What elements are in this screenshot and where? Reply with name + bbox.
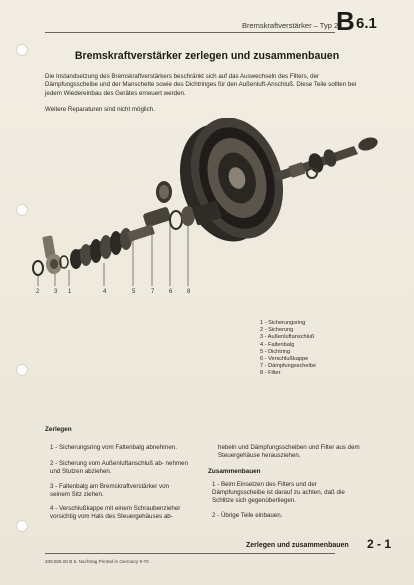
booster-housing-shape <box>166 118 298 253</box>
zusammenbauen-step: 1 - Beim Einsetzen des Filters und der Dämpfungsscheibe ist darauf zu achten, daß die Schlitze sich gegenüberliegen. <box>212 481 345 505</box>
page-title: Bremskraftverstärker zerlegen und zusammenbauen <box>74 50 340 62</box>
part-number-label: 4 <box>103 289 107 295</box>
section-letter: B <box>336 6 355 36</box>
zusammenbauen-heading: Zusammenbauen <box>208 468 261 475</box>
parts-legend <box>260 320 316 378</box>
push-rod-shape <box>274 135 379 181</box>
legend-item: 4 - Faltenbalg <box>260 341 295 348</box>
punch-hole <box>16 520 28 532</box>
part-number-label: 3 <box>54 289 58 295</box>
air-connection-shape <box>33 235 68 275</box>
legend-item: 2 - Sicherung <box>260 327 294 334</box>
zerlegen-step: 3 - Faltenbalg am Bremskraftverstärker von seinem Sitz ziehen. <box>50 483 169 499</box>
part-number-label: 1 <box>68 289 72 295</box>
zerlegen-step: 2 - Sicherung vom Außenluftanschluß ab- nehmen und Stutzen abziehen. <box>50 460 188 476</box>
punch-hole <box>16 364 28 376</box>
zusammenbauen-step: 2 - Übrige Teile einbauen. <box>212 512 283 519</box>
legend-item: 7 - Dämpfungsscheibe <box>260 363 316 370</box>
footer-page-number: 2 - 1 <box>367 537 392 551</box>
intro-paragraph: Die Instandsetzung des Bremskraftverstärkers beschränkt sich auf das Auswechseln des Filters, der Dämpfungsscheibe und der Manschette sowie des Dichtringes für den Außenluft-Anschluß. Diese Teile sollten bei jedem Wiedereinbau des Gerätes erneuert werden. <box>45 73 357 97</box>
print-note: 338.505.00 B 5. Nachtrag Printed in Germany 9-70 <box>45 559 149 564</box>
footer-rule <box>45 553 335 554</box>
part-number-label: 6 <box>169 289 173 295</box>
zerlegen-step: 4 - Verschlußkappe mit einem Schraubenzieher vorsichtig vom Hals des Steuergehäuses ab- <box>50 505 181 521</box>
legend-item: 8 - Filter <box>260 370 281 377</box>
legend-item: 1 - Sicherungsring <box>260 320 306 326</box>
zerlegen-step-continued: hebeln und Dämpfungsscheiben und Filter aus dem Steuergehäuse herausziehen. <box>218 444 360 460</box>
part-number-label: 7 <box>151 289 155 295</box>
exploded-view-illustration <box>24 118 394 308</box>
part-number-label: 8 <box>187 289 191 295</box>
header-title: Bremskraftverstärker – Typ 2 <box>242 21 339 30</box>
section-number: 6.1 <box>356 15 377 32</box>
zerlegen-step: 1 - Sicherungsring vom Faltenbalg abnehmen. <box>50 444 177 451</box>
footer-title: Zerlegen und zusammenbauen <box>246 542 349 549</box>
legend-item: 3 - Außenluftanschluß <box>260 334 315 341</box>
part-number-label: 2 <box>36 289 40 295</box>
intro-note: Weitere Reparaturen sind nicht möglich. <box>45 106 155 113</box>
part-number-label: 5 <box>132 289 136 295</box>
header-rule <box>45 32 335 33</box>
zerlegen-heading: Zerlegen <box>45 426 72 433</box>
bellows-shape <box>70 224 155 269</box>
legend-item: 5 - Dichtring <box>260 348 291 355</box>
legend-item: 6 - Verschlußkappe <box>260 356 309 363</box>
